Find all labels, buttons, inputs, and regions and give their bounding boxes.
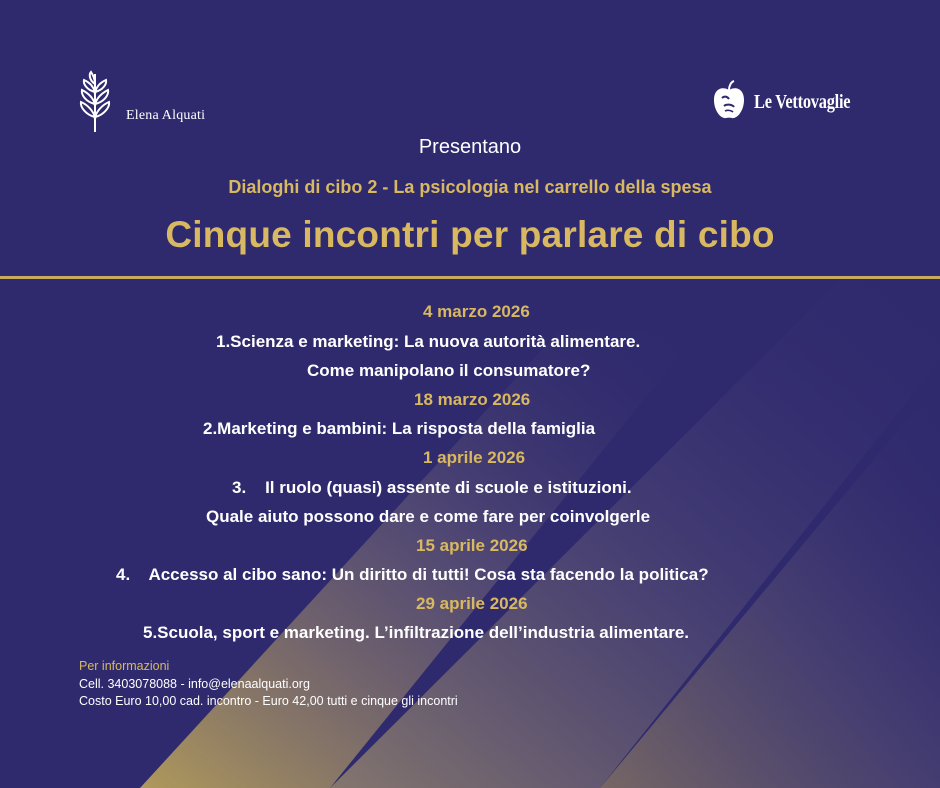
cost-info: Costo Euro 10,00 cad. incontro - Euro 42,00 tutti e cinque gli incontri: [79, 694, 458, 708]
elena-alquati-name: Elena Alquati: [126, 107, 206, 123]
apple-icon: [712, 80, 746, 125]
presenting-text: Presentano: [418, 136, 522, 158]
contact-info: Cell. 3403078088 - info@elenaalquati.org: [79, 677, 310, 691]
series-subtitle: Dialoghi di cibo 2 - La psicologia nel carrello della spesa: [228, 177, 712, 197]
gold-divider: [0, 276, 940, 279]
event-1-subtitle: Come manipolano il consumatore?: [307, 361, 591, 380]
event-1-title: 1.Scienza e marketing: La nuova autorità alimentare.: [216, 332, 641, 351]
event-3-date: 1 aprile 2026: [423, 448, 526, 467]
event-3-title: 3. Il ruolo (quasi) assente di scuole e istituzioni.: [232, 478, 632, 497]
elena-alquati-logo: [78, 70, 205, 139]
wheat-icon: [78, 70, 112, 139]
event-5-title: 5.Scuola, sport e marketing. L’infiltrazione dell’industria alimentare.: [143, 623, 690, 642]
event-3-subtitle: Quale aiuto possono dare e come fare per coinvolgerle: [206, 507, 651, 526]
event-4-date: 15 aprile 2026: [416, 536, 528, 555]
le-vettovaglie-logo: [712, 80, 871, 125]
headline: Cinque incontri per parlare di cibo: [165, 214, 775, 255]
info-heading: Per informazioni: [79, 659, 170, 673]
event-5-date: 29 aprile 2026: [416, 594, 528, 613]
event-1-date: 4 marzo 2026: [423, 302, 530, 321]
event-2-title: 2.Marketing e bambini: La risposta della famiglia: [203, 419, 596, 438]
event-2-date: 18 marzo 2026: [414, 390, 531, 409]
event-4-title: 4. Accesso al cibo sano: Un diritto di tutti! Cosa sta facendo la politica?: [116, 565, 709, 584]
le-vettovaglie-name: Le Vettovaglie: [754, 91, 851, 113]
